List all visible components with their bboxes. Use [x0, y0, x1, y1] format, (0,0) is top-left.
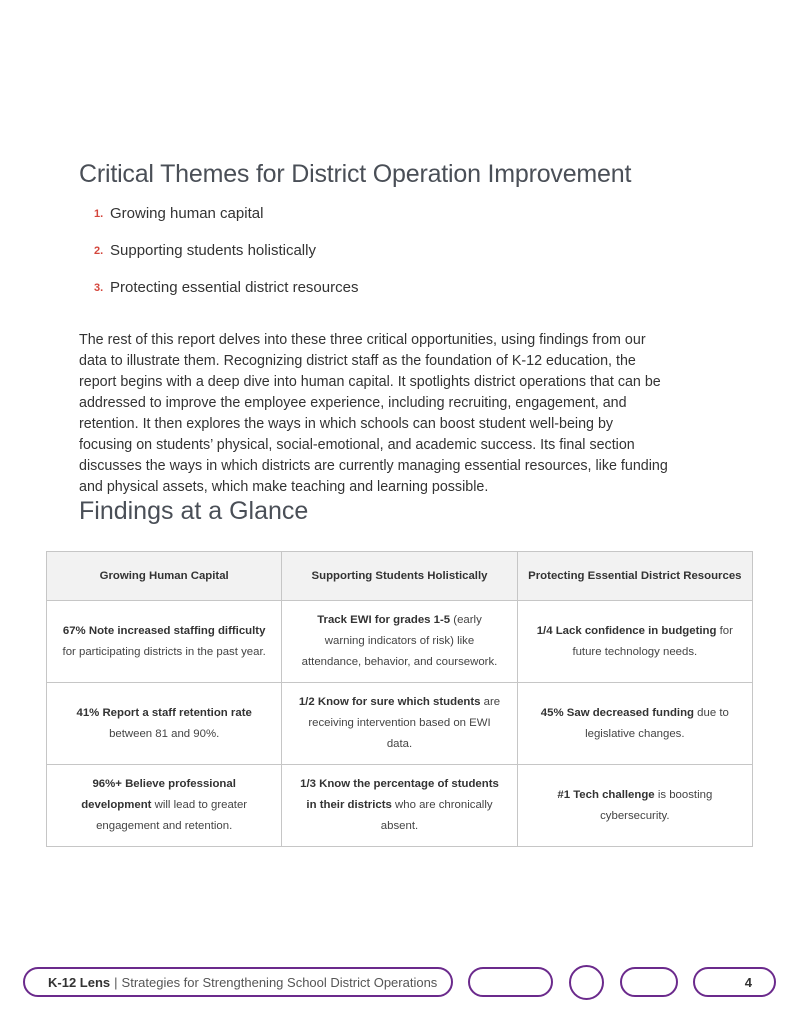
footer-title: Strategies for Strengthening School District Operations — [121, 974, 438, 990]
table-cell — [282, 601, 517, 683]
list-number: 3. — [94, 282, 104, 294]
cell-text: for participating districts in the past year. — [62, 645, 266, 658]
table-cell — [282, 683, 517, 765]
list-item-text: Supporting students holistically — [110, 242, 316, 259]
table-row — [47, 683, 753, 765]
cell-text: are receiving intervention based on EWI data. — [308, 696, 501, 750]
footer-page-number-pill — [693, 967, 776, 997]
footer-nav-pill[interactable] — [620, 967, 678, 997]
findings-table — [46, 551, 753, 847]
table-cell — [517, 765, 752, 847]
list-item-text: Growing human capital — [110, 205, 264, 222]
table-cell — [47, 765, 282, 847]
footer-nav-circle[interactable] — [569, 965, 604, 1000]
list-item — [94, 279, 358, 316]
cell-highlight: 1/2 Know for sure which students — [298, 696, 481, 708]
cell-highlight: 1/3 Know the percentage of students in their districts — [300, 778, 499, 811]
list-item — [94, 242, 358, 279]
table-cell — [517, 683, 752, 765]
column-header: Protecting Essential District Resources — [517, 552, 752, 601]
footer-nav-pill[interactable] — [468, 967, 553, 997]
list-item — [94, 205, 358, 242]
cell-highlight: Track EWI for grades 1-5 — [317, 614, 451, 626]
table-header-row — [47, 552, 753, 601]
list-item-text: Protecting essential district resources — [110, 279, 359, 296]
page-number: 4 — [744, 974, 752, 990]
table-row — [47, 601, 753, 683]
themes-list — [94, 205, 358, 316]
cell-text: due to legislative changes. — [585, 706, 729, 740]
cell-text: is boosting cybersecurity. — [600, 788, 713, 822]
table-cell — [517, 601, 752, 683]
table-cell — [47, 683, 282, 765]
intro-paragraph: The rest of this report delves into these three critical opportunities, using findings from our data to illustrate them. Recognizing district staff as the foundation of K-12 education, the report begins with a deep dive into human capital. It spotlights district operations that can be addressed to improve the employee experience, including recruiting, engagement, and retention. It then explores the ways in which schools can boost student well-being by focusing on students’ physical, social-emotional, and academic success. Its final section discusses the ways in which districts are currently managing essential resources, like funding and physical assets, which make teaching and learning possible. — [79, 332, 668, 496]
cell-text: for future technology needs. — [572, 624, 733, 658]
cell-text: between 81 and 90%. — [109, 727, 220, 740]
list-number: 1. — [94, 208, 104, 220]
section-heading-themes: Critical Themes for District Operation Improvement — [79, 160, 632, 188]
cell-text: (early warning indicators of risk) like attendance, behavior, and coursework. — [301, 614, 498, 668]
section-heading-findings: Findings at a Glance — [79, 497, 309, 525]
footer-title-pill — [23, 967, 453, 997]
cell-highlight: #1 Tech challenge — [557, 788, 655, 801]
cell-highlight: 41% Report a staff retention rate — [76, 706, 252, 719]
table-cell — [282, 765, 517, 847]
footer-brand: K-12 Lens — [48, 974, 111, 990]
cell-highlight: 45% Saw decreased funding — [540, 706, 694, 719]
footer-separator: | — [114, 974, 118, 990]
cell-highlight: 67% Note increased staffing difficulty — [62, 624, 266, 637]
cell-highlight: 96%+ Believe professional development — [81, 778, 236, 811]
cell-text: who are chronically absent. — [380, 799, 493, 832]
table-row — [47, 765, 753, 847]
cell-highlight: 1/4 Lack confidence in budgeting — [536, 624, 717, 637]
column-header: Growing Human Capital — [47, 552, 282, 601]
table-cell — [47, 601, 282, 683]
list-number: 2. — [94, 245, 104, 257]
column-header: Supporting Students Holistically — [282, 552, 517, 601]
cell-text: will lead to greater engagement and retention. — [96, 799, 248, 832]
